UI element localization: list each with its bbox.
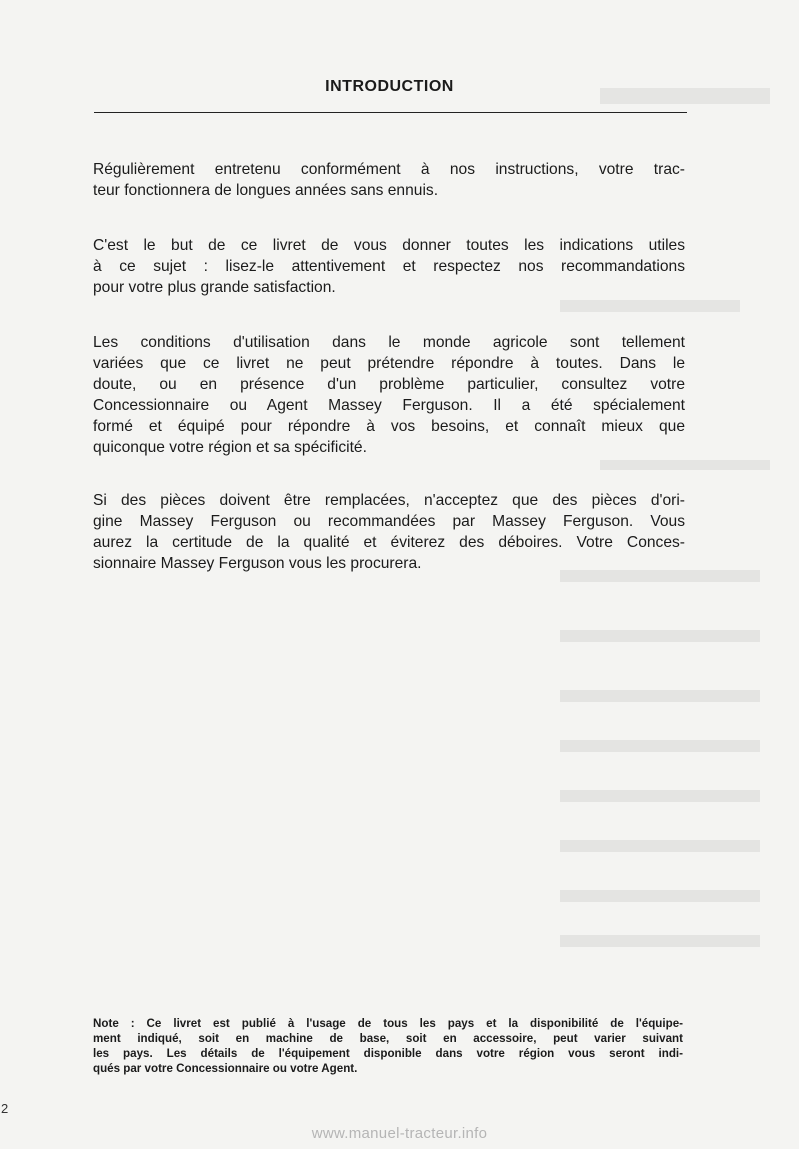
title-underline <box>94 112 687 113</box>
note-line: les pays. Les détails de l'équipement disponible dans votre région vous seront indi- <box>93 1047 683 1060</box>
text-line: aurez la certitude de la qualité et éviterez des déboires. Votre Conces- <box>93 534 685 551</box>
note-line: ment indiqué, soit en machine de base, soit en accessoire, peut varier suivant <box>93 1032 683 1045</box>
paragraph-1 <box>93 159 685 201</box>
text-line: gine Massey Ferguson ou recommandées par Massey Ferguson. Vous <box>93 513 685 530</box>
text-line: quiconque votre région et sa spécificité. <box>93 439 367 456</box>
text-line: sionnaire Massey Ferguson vous les procurera. <box>93 555 422 572</box>
text-line: Concessionnaire ou Agent Massey Ferguson. Il a été spécialement <box>93 397 685 414</box>
text-line: à ce sujet : lisez-le attentivement et respectez nos recommandations <box>93 258 685 275</box>
page-title: INTRODUCTION <box>325 78 454 95</box>
paragraph-4 <box>93 490 685 574</box>
text-line: pour votre plus grande satisfaction. <box>93 279 336 296</box>
paragraph-3 <box>93 332 685 458</box>
text-line: Les conditions d'utilisation dans le monde agricole sont tellement <box>93 334 685 351</box>
watermark: www.manuel-tracteur.info <box>311 1125 488 1142</box>
text-line: Si des pièces doivent être remplacées, n'acceptez que des pièces d'ori- <box>93 492 685 509</box>
text-line: formé et équipé pour répondre à vos besoins, et connaît mieux que <box>93 418 685 435</box>
text-line: Régulièrement entretenu conformément à nos instructions, votre trac- <box>93 161 685 178</box>
paragraph-2 <box>93 235 685 298</box>
footnote <box>93 1016 683 1076</box>
note-line: Note : Ce livret est publié à l'usage de tous les pays et la disponibilité de l'équipe- <box>93 1017 683 1030</box>
text-line: doute, ou en présence d'un problème particulier, consultez votre <box>93 376 685 393</box>
text-line: C'est le but de ce livret de vous donner toutes les indications utiles <box>93 237 685 254</box>
text-line: variées que ce livret ne peut prétendre répondre à toutes. Dans le <box>93 355 685 372</box>
note-line: qués par votre Concessionnaire ou votre Agent. <box>93 1062 358 1075</box>
page-number: 2 <box>1 1101 9 1116</box>
text-line: teur fonctionnera de longues années sans ennuis. <box>93 182 439 199</box>
